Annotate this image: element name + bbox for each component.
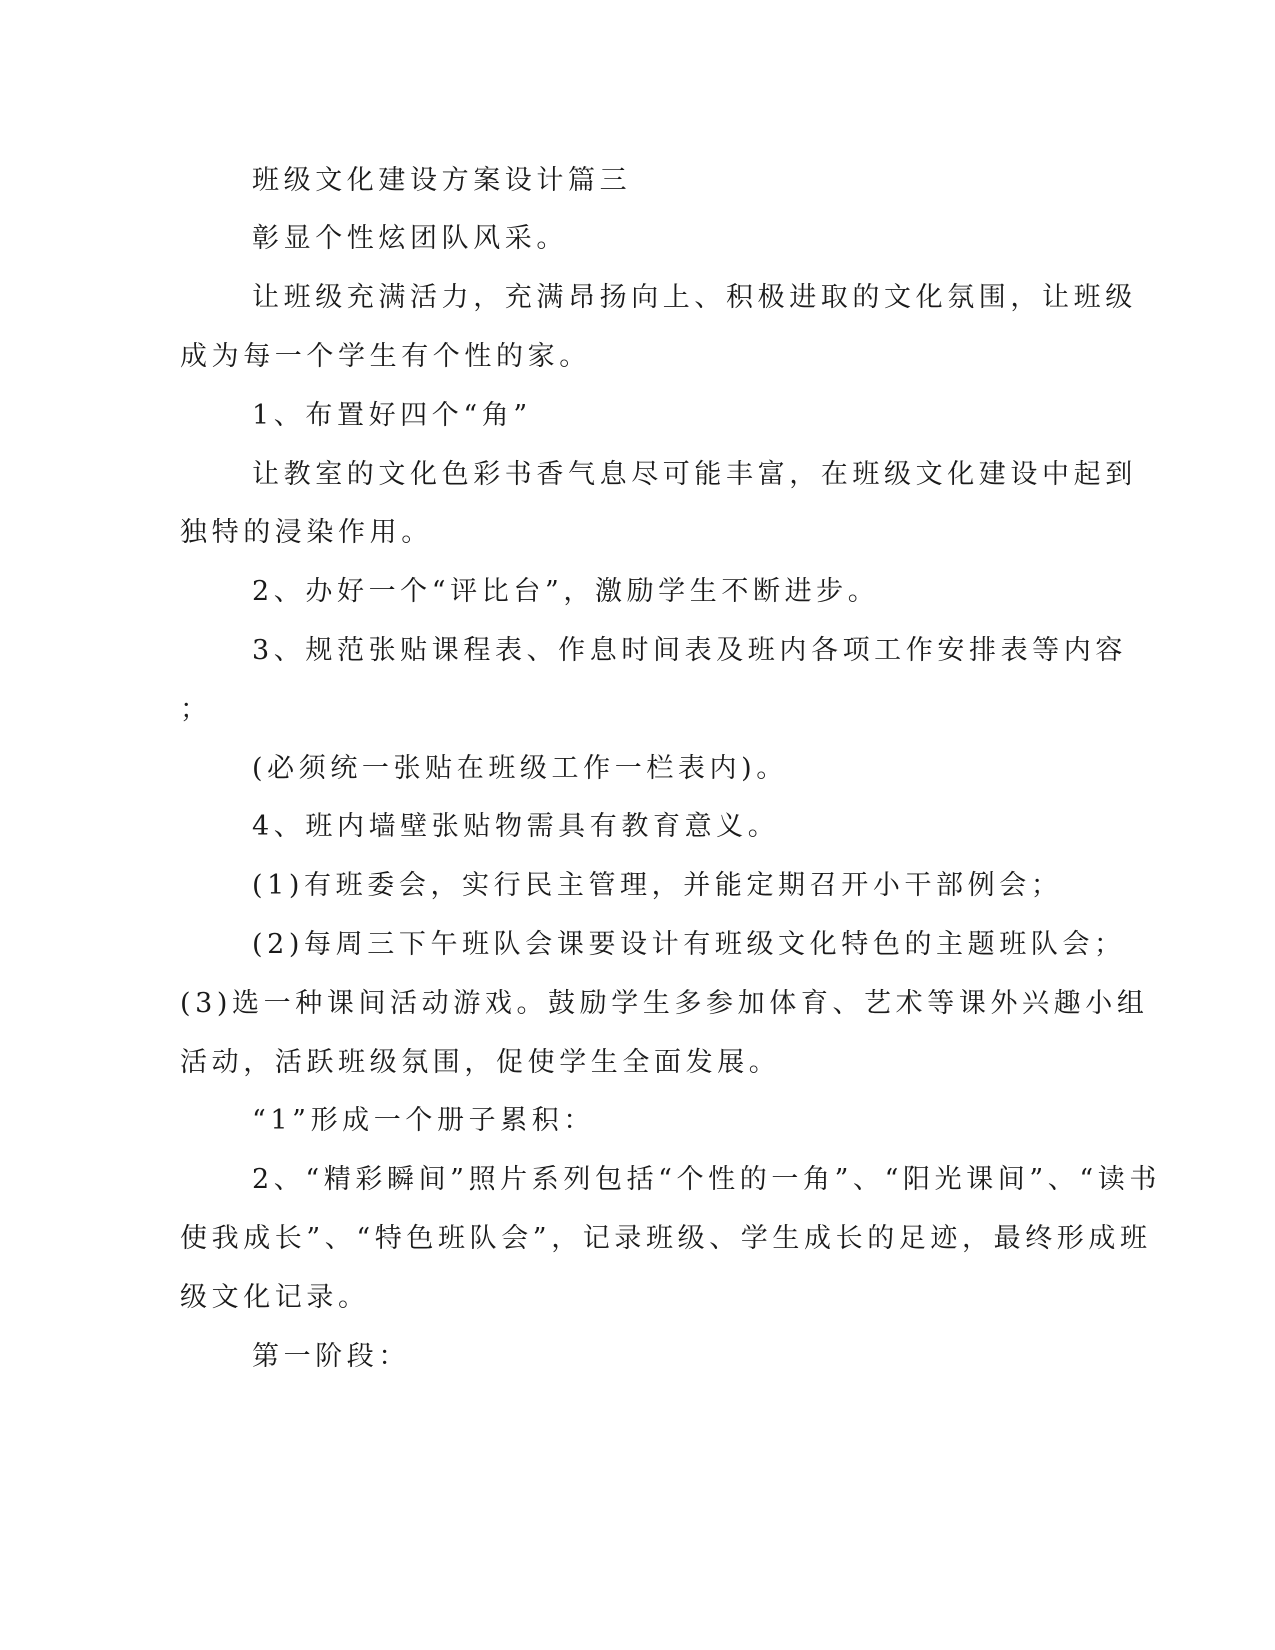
document-title: 班级文化建设方案设计篇三 — [252, 165, 632, 196]
section-heading: 第一阶段： — [252, 1341, 410, 1372]
paragraph-line: (1)有班委会，实行民主管理，并能定期召开小干部例会； — [252, 870, 1063, 901]
paragraph-line: 成为每一个学生有个性的家。 — [180, 341, 591, 372]
paragraph-line: (必须统一张贴在班级工作一栏表内)。 — [252, 753, 788, 784]
paragraph-line: 2、“精彩瞬间”照片系列包括“个性的一角”、“阳光课间”、“读书 — [252, 1164, 1161, 1195]
paragraph-line: (2)每周三下午班队会课要设计有班级文化特色的主题班队会； — [252, 929, 1126, 960]
paragraph-line: 让班级充满活力，充满昂扬向上、积极进取的文化氛围，让班级 — [252, 282, 1137, 313]
paragraph-line: 彰显个性炫团队风采。 — [252, 223, 568, 254]
paragraph-line: 2、办好一个“评比台”，激励学生不断进步。 — [252, 576, 880, 607]
paragraph-line: 级文化记录。 — [180, 1282, 370, 1313]
paragraph-line: 活动，活跃班级氛围，促使学生全面发展。 — [180, 1047, 781, 1078]
paragraph-line: 3、规范张贴课程表、作息时间表及班内各项工作安排表等内容 — [252, 635, 1127, 666]
paragraph-line: 使我成长”、“特色班队会”，记录班级、学生成长的足迹，最终形成班 — [180, 1223, 1152, 1254]
paragraph-line: (3)选一种课间活动游戏。鼓励学生多参加体育、艺术等课外兴趣小组 — [180, 988, 1149, 1019]
section-heading: 1、布置好四个“角” — [252, 400, 532, 431]
paragraph-line: 4、班内墙壁张贴物需具有教育意义。 — [252, 811, 780, 842]
paragraph-line: 让教室的文化色彩书香气息尽可能丰富，在班级文化建设中起到 — [252, 459, 1137, 490]
paragraph-line: “1”形成一个册子累积： — [252, 1105, 595, 1136]
paragraph-line: 独特的浸染作用。 — [180, 517, 433, 548]
paragraph-line: ； — [180, 694, 212, 725]
